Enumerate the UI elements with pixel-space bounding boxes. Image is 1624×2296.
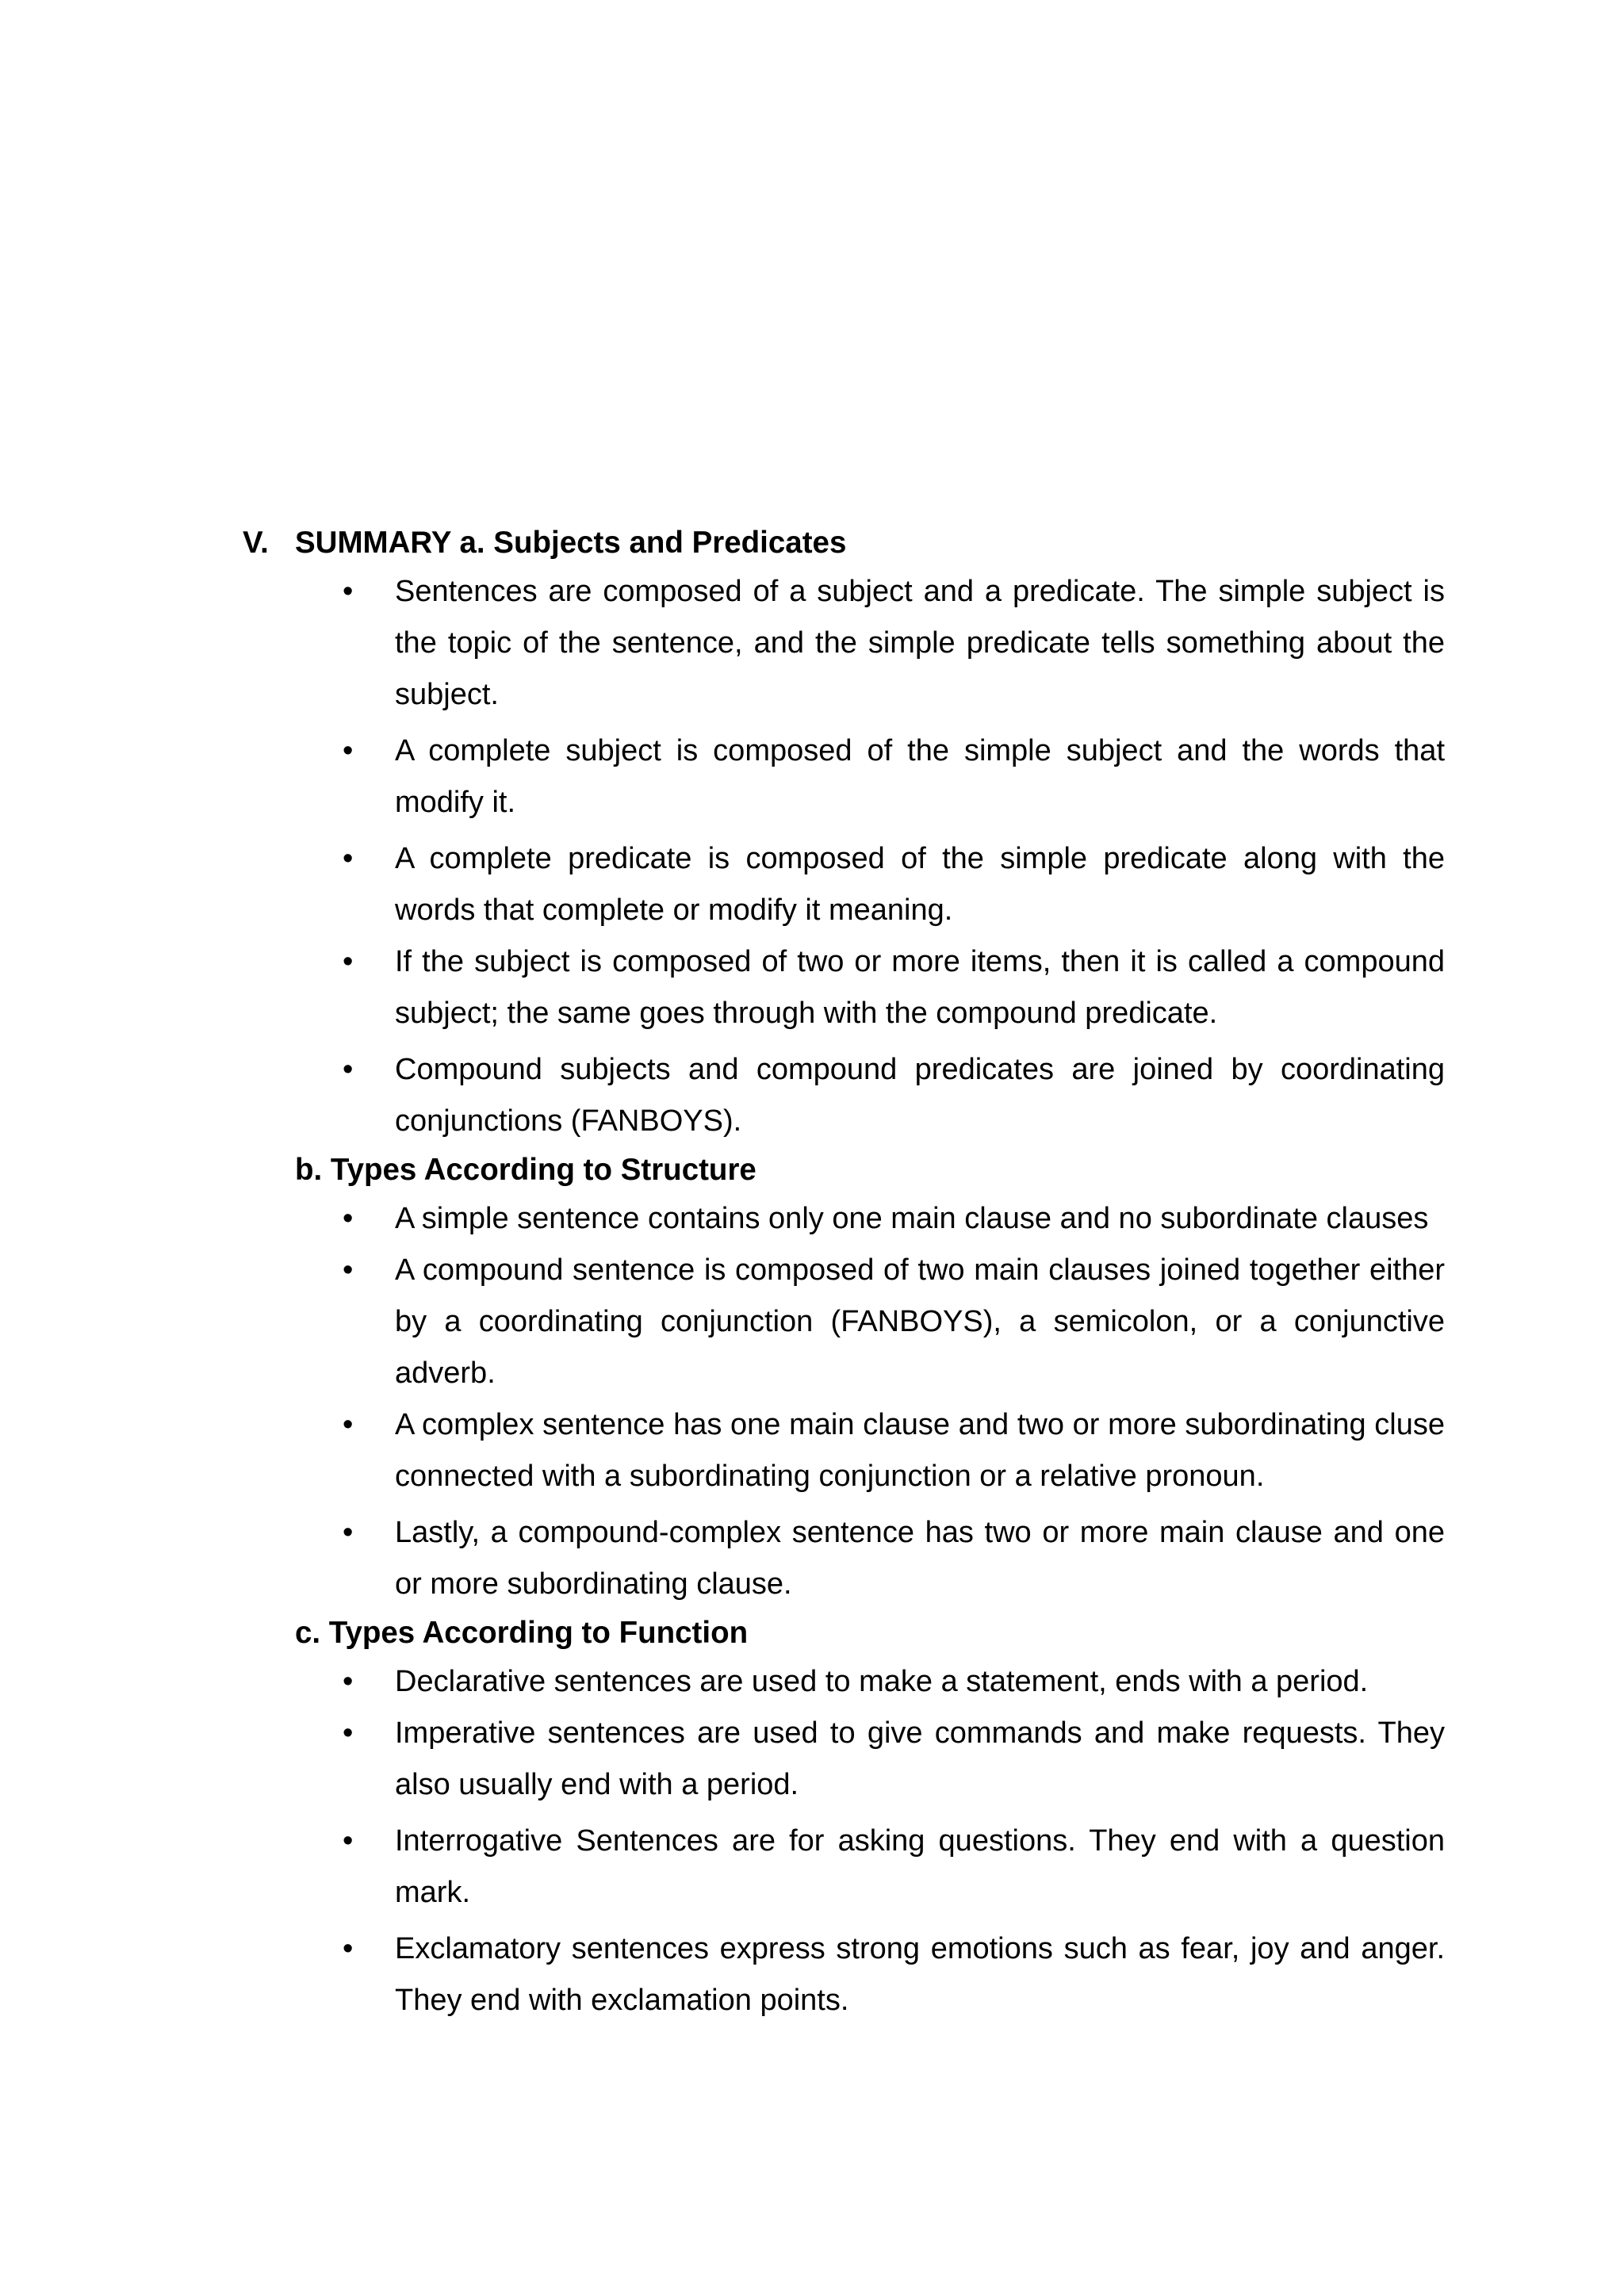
list-item: • Interrogative Sentences are for asking questions. They end with a question mark. — [343, 1816, 1445, 1919]
list-item: • Exclamatory sentences express strong emotions such as fear, joy and anger. They end with exclamation points. — [343, 1923, 1445, 2026]
list-item: • A simple sentence contains only one main clause and no subordinate clauses — [343, 1193, 1445, 1245]
summary-heading — [243, 520, 1445, 566]
list-item: • A complex sentence has one main clause and two or more subordinating cluse connected with a subordinating conjunction or a relative pronoun. — [343, 1399, 1445, 1502]
list-item: • Declarative sentences are used to make a statement, ends with a period. — [343, 1656, 1445, 1708]
bullet-icon: • — [343, 1408, 354, 1441]
function-list — [343, 1656, 1445, 2026]
list-item: • If the subject is composed of two or more items, then it is called a compound subject; the same goes through with the compound predicate. — [343, 936, 1445, 1039]
section-numeral: V. — [243, 526, 269, 560]
bullet-icon: • — [343, 1932, 354, 1965]
structure-heading: b. Types According to Structure — [295, 1153, 756, 1187]
bullet-icon: • — [343, 1665, 354, 1698]
function-heading: c. Types According to Function — [295, 1616, 749, 1650]
bullet-icon: • — [343, 1053, 354, 1086]
list-item: • A complete predicate is composed of the simple predicate along with the words that complete or modify it meaning. — [343, 833, 1445, 936]
subjects-predicates-list — [343, 566, 1445, 1147]
bullet-icon: • — [343, 575, 354, 608]
summary-section — [243, 520, 1445, 2026]
bullet-icon: • — [343, 1202, 354, 1235]
list-item: • Lastly, a compound-complex sentence has two or more main clause and one or more subordinating clause. — [343, 1507, 1445, 1610]
list-item: • Imperative sentences are used to give commands and make requests. They also usually end with a period. — [343, 1708, 1445, 1811]
bullet-icon: • — [343, 1716, 354, 1750]
structure-list — [343, 1193, 1445, 1610]
bullet-icon: • — [343, 842, 354, 875]
bullet-icon: • — [343, 734, 354, 767]
bullet-icon: • — [343, 1253, 354, 1287]
list-item: • Sentences are composed of a subject and a predicate. The simple subject is the topic of the sentence, and the simple predicate tells something about the subject. — [343, 566, 1445, 721]
bullet-icon: • — [343, 945, 354, 978]
list-item: • A compound sentence is composed of two main clauses joined together either by a coordinating conjunction (FANBOYS), a semicolon, or a conjunctive adverb. — [343, 1245, 1445, 1399]
summary-title: SUMMARY a. Subjects and Predicates — [295, 526, 847, 560]
list-item: • Compound subjects and compound predicates are joined by coordinating conjunctions (FANBOYS). — [343, 1044, 1445, 1147]
bullet-icon: • — [343, 1516, 354, 1549]
list-item: • A complete subject is composed of the simple subject and the words that modify it. — [343, 725, 1445, 828]
bullet-icon: • — [343, 1824, 354, 1858]
